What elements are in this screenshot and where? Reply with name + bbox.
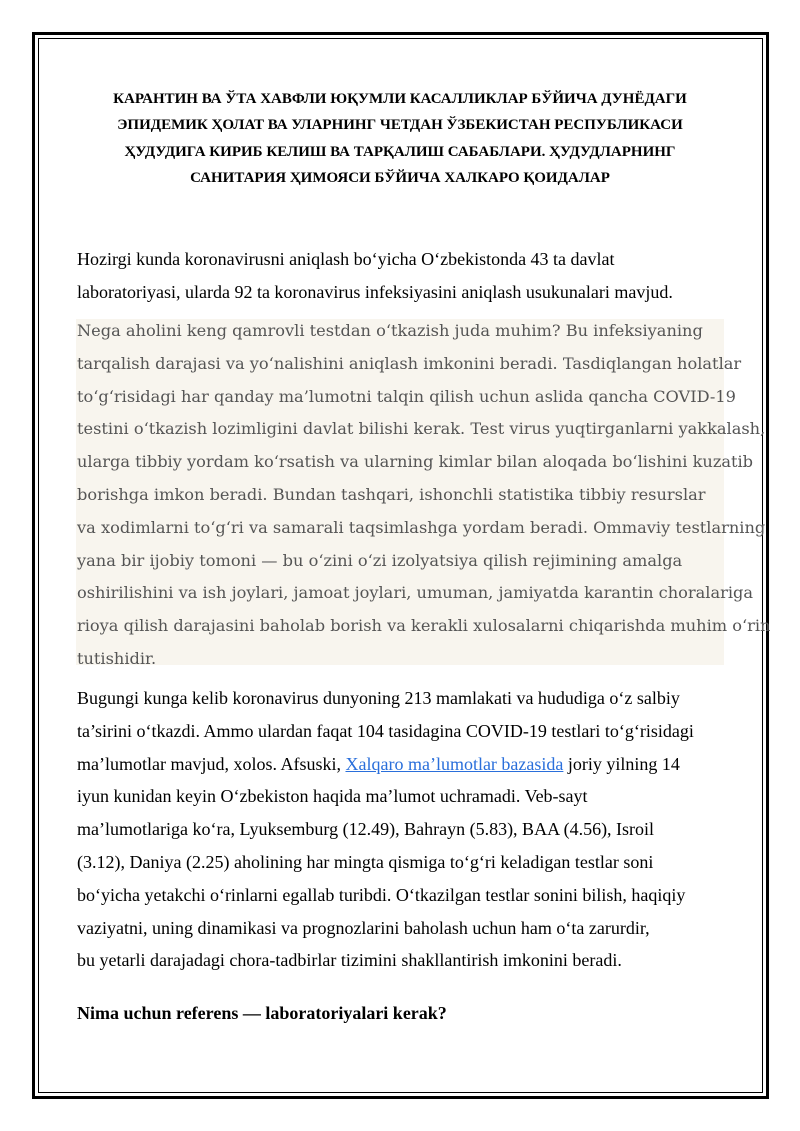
quote-line: tutishidir.: [77, 648, 157, 668]
quote-line: borishga imkon beradi. Bundan tashqari, ishonchli statistika tibbiy resurslar: [77, 484, 706, 504]
quote-line: va xodimlarni to‘g‘ri va samarali taqsimlashga yordam beradi. Ommaviy testlarning: [77, 517, 766, 537]
body-line: ma’lumotlariga ko‘ra, Lyuksemburg (12.49), Bahrayn (5.83), BAA (4.56), Isroil: [77, 819, 655, 840]
body-line: bo‘yicha yetakchi o‘rinlarni egallab turibdi. O‘tkazilgan testlar sonini bilish, haqiqiy: [77, 884, 686, 905]
international-database-link[interactable]: Xalqaro ma’lumotlar bazasida: [345, 753, 564, 774]
title-line: ЭПИДЕМИК ҲОЛАТ ВА УЛАРНИНГ ЧЕТДАН ЎЗБЕКИСТАН РЕСПУБЛИКАСИ: [117, 117, 683, 134]
intro-paragraph: [77, 243, 727, 309]
title-line: ҲУДУДИГА КИРИБ КЕЛИШ ВА ТАРҚАЛИШ САБАБЛАРИ. ҲУДУДЛАРНИНГ: [124, 143, 676, 160]
section-heading: Nima uchun referens — laboratoriyalari kerak?: [77, 1003, 447, 1023]
body-paragraph: [77, 682, 727, 977]
highlighted-paragraph: [77, 315, 771, 676]
quote-line: testini o‘tkazish lozimligini davlat bilishi kerak. Test virus yuqtirganlarni yakkalash,: [77, 419, 766, 439]
body-line: [77, 748, 727, 781]
quote-line: ularga tibbiy yordam ko‘rsatish va ularning kimlar bilan aloqada bo‘lishini kuzatib: [77, 452, 754, 472]
intro-line: laboratoriyasi, ularda 92 ta koronavirus infeksiyasini aniqlash usukunalari mavjud.: [77, 281, 673, 302]
body-line: Bugungi kunga kelib koronavirus dunyoning 213 mamlakati va hududiga o‘z salbiy: [77, 688, 680, 708]
intro-line: Hozirgi kunda koronavirusni aniqlash bo‘yicha O‘zbekistonda 43 ta davlat: [77, 249, 615, 269]
body-line: ta’sirini o‘tkazdi. Ammo ulardan faqat 104 tasidagina COVID-19 testlari to‘g‘risidagi: [77, 720, 694, 741]
body-text: joriy yilning 14: [563, 753, 680, 774]
body-line: bu yetarli darajadagi chora-tadbirlar tizimini shakllantirish imkonini beradi.: [77, 950, 622, 971]
quote-line: tarqalish darajasi va yo‘nalishini aniqlash imkonini beradi. Tasdiqlangan holatlar: [77, 353, 742, 373]
body-text: ma’lumotlar mavjud, xolos. Afsuski,: [77, 753, 346, 774]
title-line: САНИТАРИЯ ҲИМОЯСИ БЎЙИЧА ХАЛКАРО ҚОИДАЛАР: [190, 169, 610, 186]
title-line: КАРАНТИН ВА ЎТА ХАВФЛИ ЮҚУМЛИ КАСАЛЛИКЛАР БЎЙИЧА ДУНЁДАГИ: [113, 91, 687, 107]
quote-line: Nega aholini keng qamrovli testdan o‘tkazish juda muhim? Bu infeksiyaning: [77, 321, 703, 340]
quote-line: yana bir ijobiy tomoni — bu o‘zini o‘zi izolyatsiya qilish rejimining amalga: [77, 550, 683, 570]
body-line: (3.12), Daniya (2.25) aholining har mingta qismiga to‘g‘ri keladigan testlar soni: [77, 851, 654, 872]
body-line: vaziyatni, uning dinamikasi va prognozlarini baholash uchun ham o‘ta zarurdir,: [77, 917, 650, 938]
quote-line: oshirilishini va ish joylari, jamoat joylari, umuman, jamiyatda karantin choralariga: [77, 583, 754, 603]
quote-line: to‘g‘risidagi har qanday ma’lumotni talqin qilish uchun aslida qancha COVID-19: [77, 386, 736, 406]
body-line: iyun kunidan keyin O‘zbekiston haqida ma’lumot uchramadi. Veb-sayt: [77, 786, 588, 807]
quote-line: rioya qilish darajasini baholab borish va kerakli xulosalarni chiqarishda muhim o‘rin: [77, 616, 771, 636]
document-title: [77, 86, 723, 191]
